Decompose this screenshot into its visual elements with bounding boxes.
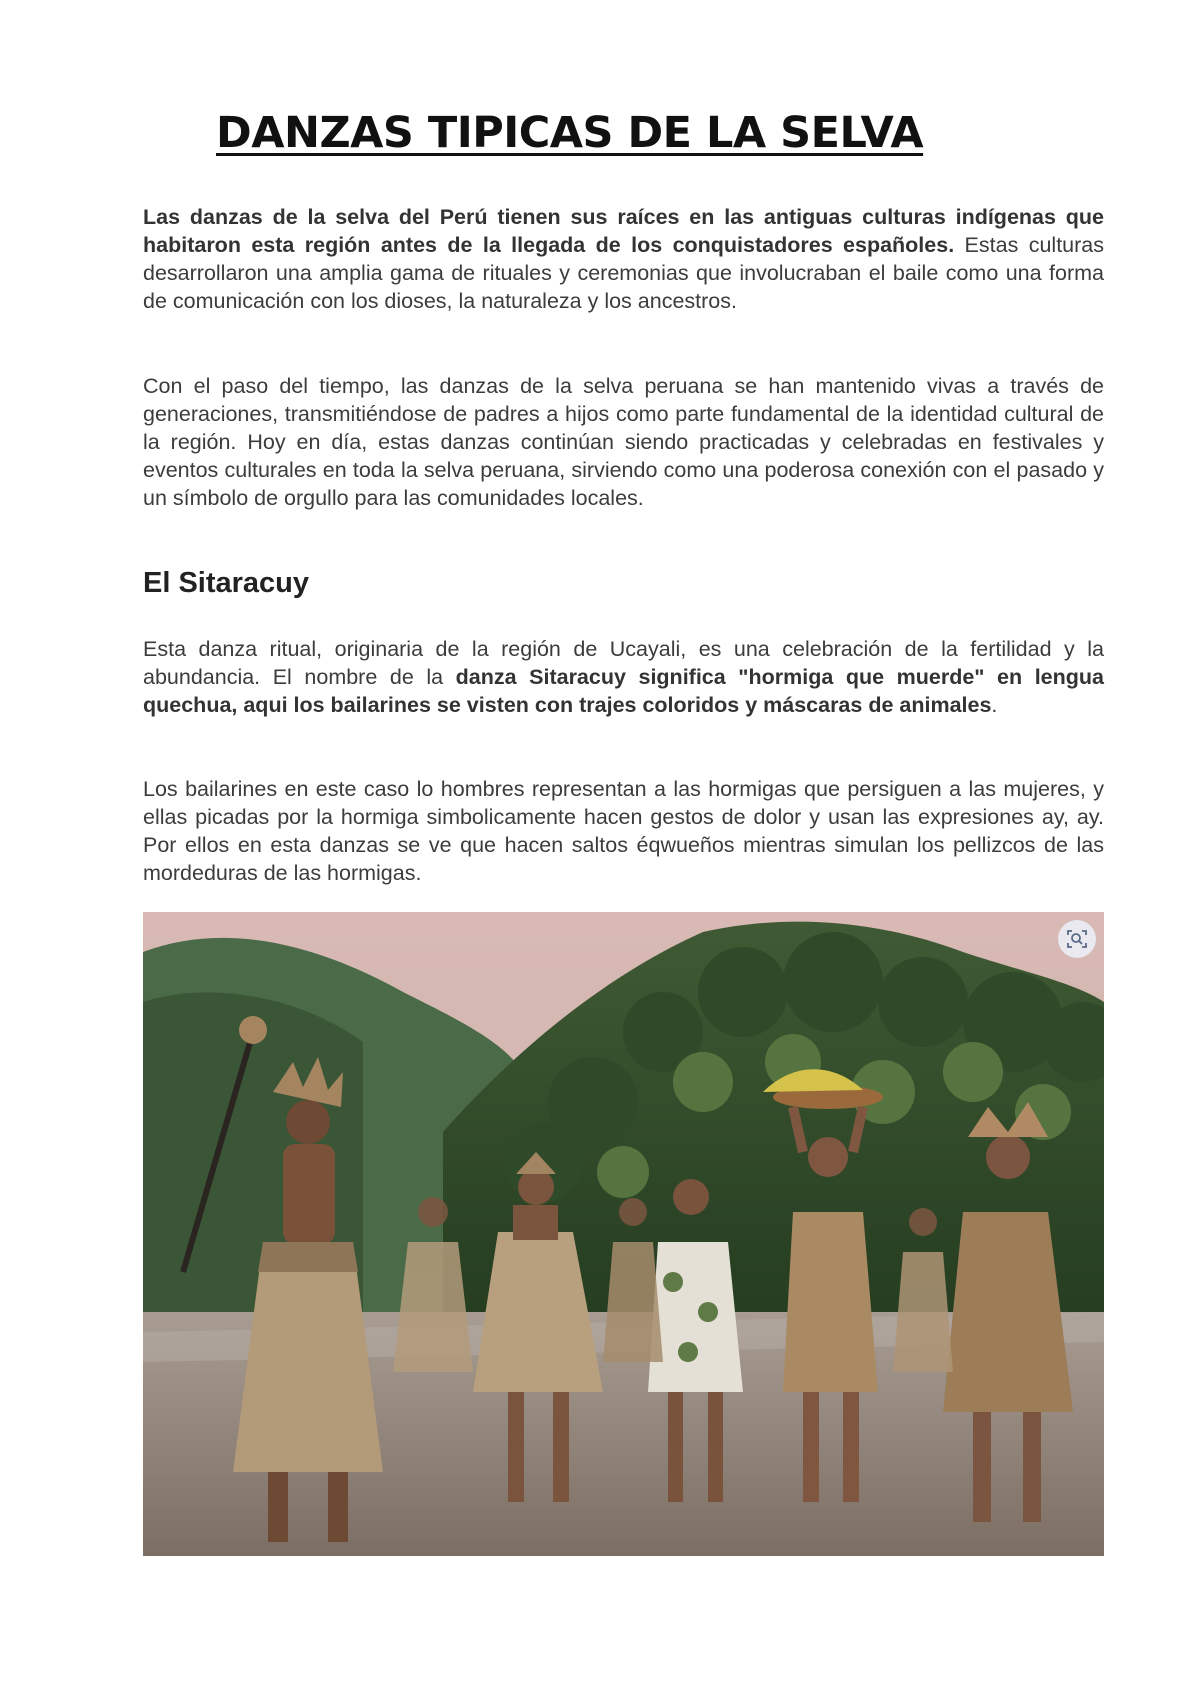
- dance-photo: [143, 912, 1104, 1556]
- intro-bold-text: Las danzas de la selva del Perú tienen sus raíces en las antiguas culturas indígenas que habitaron esta región antes de la llegada de los conquistadores españoles.: [143, 205, 1104, 257]
- sitaracuy-text-start: Esta danza ritual, originaria de la región de Ucayali, es una celebración de la fertilidad y la abundancia. El nombre de la: [143, 637, 1104, 689]
- dancers-paragraph: Los bailarines en este caso lo hombres representan a las hormigas que persiguen a las mujeres, y ellas picadas por la hormiga simbolicamente hacen gestos de dolor y usan las expresiones ay, ay. Por ellos en esta danzas se ve que hacen saltos éqwueños mientras simulan los pellizcos de las mordeduras de las hormigas.: [143, 777, 1104, 885]
- history-paragraph: Con el paso del tiempo, las danzas de la selva peruana se han mantenido vivas a través de generaciones, transmitiéndose de padres a hijos como parte fundamental de la identidad cultural de la región. Hoy en día, estas danzas continúan siendo practicadas y celebradas en festivales y eventos culturales en toda la selva peruana, sirviendo como una poderosa conexión con el pasado y un símbolo de orgullo para las comunidades locales.: [143, 374, 1104, 510]
- sitaracuy-bold-text: danza Sitaracuy significa "hormiga que muerde" en lengua quechua, aqui los bailarines se visten con trajes coloridos y máscaras de animales: [143, 665, 1104, 717]
- page-title: DANZAS TIPICAS DE LA SELVA: [216, 108, 924, 158]
- intro-text: Estas culturas desarrollaron una amplia gama de rituales y ceremonias que involucraban el baile como una forma de comunicación con los dioses, la naturaleza y los ancestros.: [143, 233, 1104, 313]
- sitaracuy-text-end: .: [991, 693, 998, 717]
- sitaracuy-paragraph: [143, 635, 1104, 719]
- dance-photo-illustration: [143, 912, 1104, 1556]
- intro-paragraph: [143, 203, 1104, 315]
- lens-search-icon[interactable]: [1058, 920, 1096, 958]
- section-heading: El Sitaracuy: [143, 567, 310, 599]
- lens-search-glyph: [1066, 928, 1088, 950]
